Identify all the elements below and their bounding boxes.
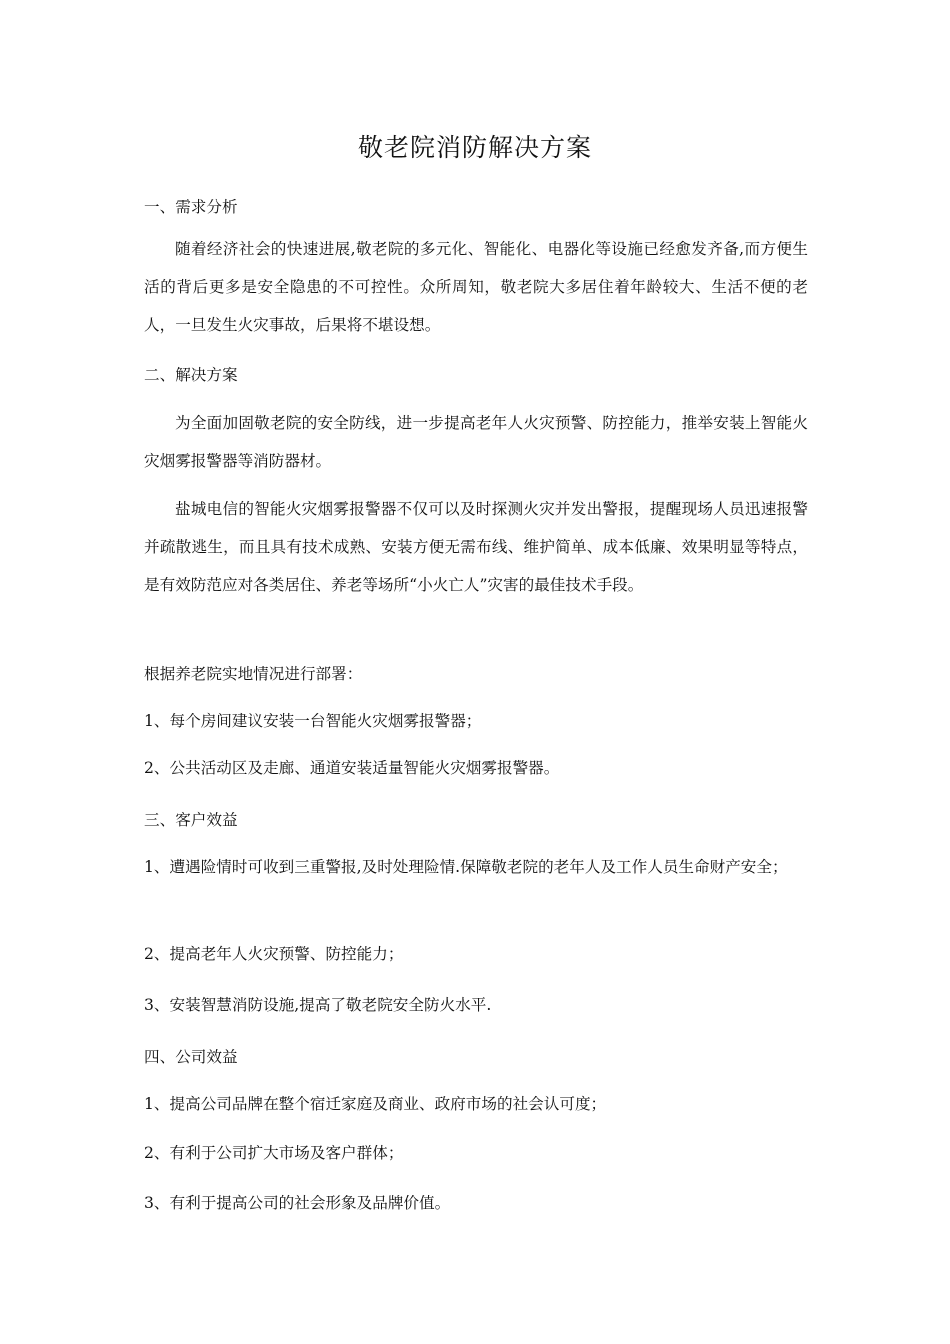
- document-title: 敬老院消防解决方案: [357, 133, 592, 162]
- solution-paragraph-2: 盐城电信的智能火灾烟雾报警器不仅可以及时探测火灾并发出警报，提醒现场人员迅速报警并疏散逃生，而且具有技术成熟、安装方便无需布线、维护简单、成本低廉、效果明显等特点，是有效防范应对各类居住、养老等场所“小火亡人”灾害的最佳技术手段。: [144, 500, 808, 594]
- section-heading-customer-benefits: 三、客户效益: [144, 811, 238, 829]
- customer-benefit-item-3: 3、安装智慧消防设施,提高了敬老院安全防火水平.: [144, 996, 492, 1014]
- deployment-item-1: 1、每个房间建议安装一台智能火灾烟雾报警器；: [144, 712, 482, 730]
- solution-paragraph-1: 为全面加固敬老院的安全防线，进一步提高老年人火灾预警、防控能力，推举安装上智能火灾烟雾报警器等消防器材。: [144, 414, 808, 470]
- company-benefit-item-3: 3、有利于提高公司的社会形象及品牌价值。: [144, 1194, 451, 1212]
- section-heading-company-benefits: 四、公司效益: [144, 1048, 238, 1066]
- section-heading-needs-analysis: 一、需求分析: [144, 198, 238, 216]
- company-benefit-item-2: 2、有利于公司扩大市场及客户群体；: [144, 1144, 404, 1162]
- deployment-intro: 根据养老院实地情况进行部署：: [144, 665, 363, 683]
- section-heading-solution: 二、解决方案: [144, 366, 238, 384]
- company-benefit-item-1: 1、提高公司品牌在整个宿迁家庭及商业、政府市场的社会认可度；: [144, 1095, 607, 1113]
- customer-benefit-item-1: 1、遭遇险情时可收到三重警报,及时处理险情.保障敬老院的老年人及工作人员生命财产安全；: [144, 858, 788, 876]
- deployment-item-2: 2、公共活动区及走廊、通道安装适量智能火灾烟雾报警器。: [144, 759, 560, 777]
- needs-analysis-paragraph: 随着经济社会的快速进展,敬老院的多元化、智能化、电器化等设施已经愈发齐备,而方便生活的背后更多是安全隐患的不可控性。众所周知，敬老院大多居住着年龄较大、生活不便的老人，一旦发生火灾事故，后果将不堪设想。: [144, 240, 808, 334]
- customer-benefit-item-2: 2、提高老年人火灾预警、防控能力；: [144, 945, 404, 963]
